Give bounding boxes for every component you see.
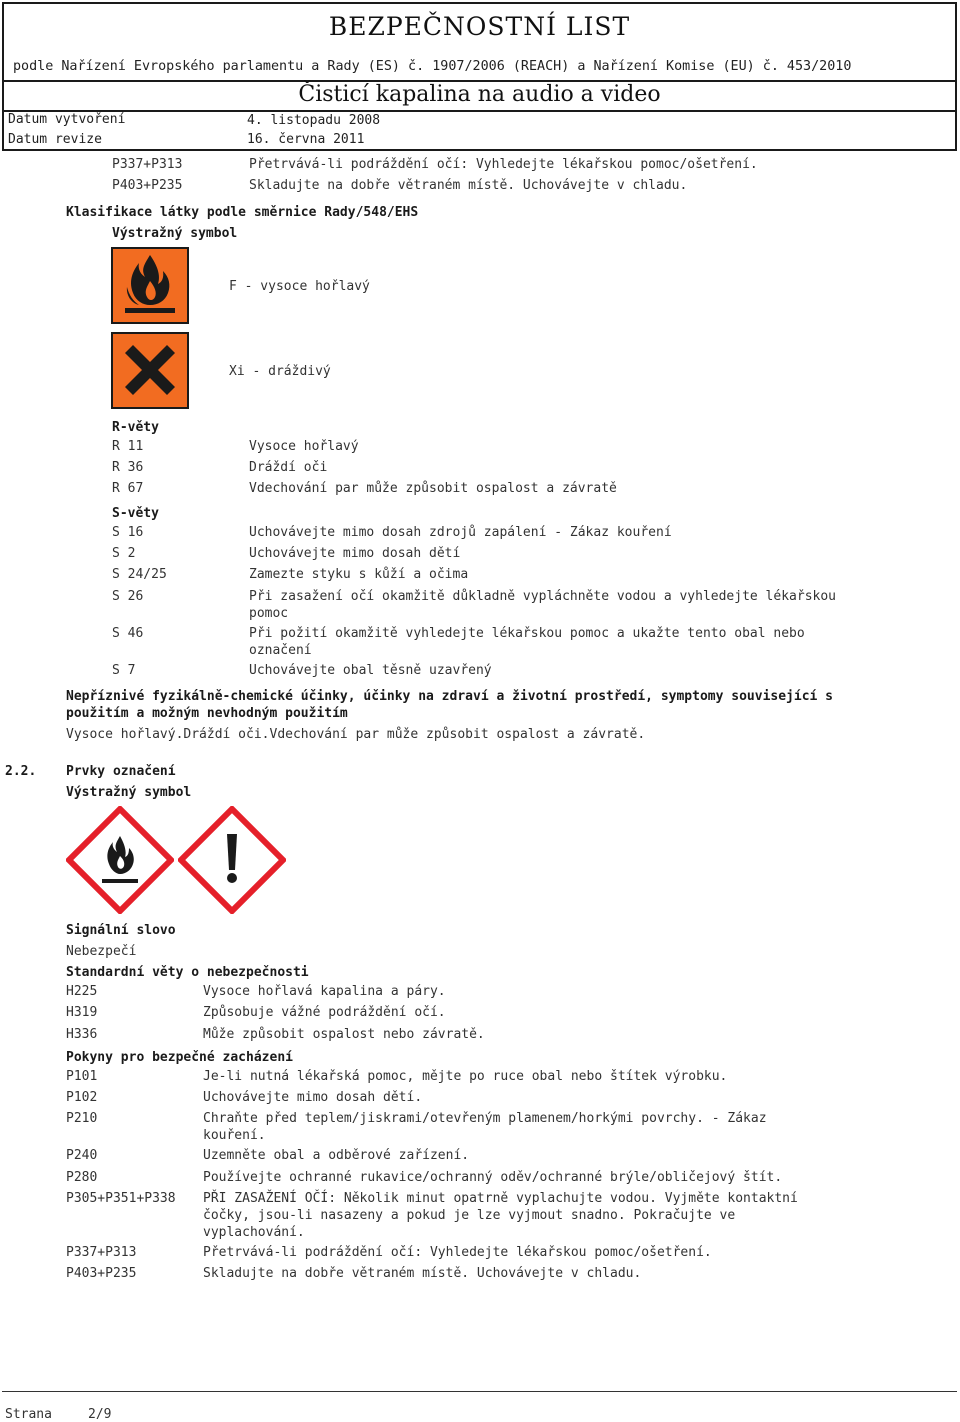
signal-word: Nebezpečí bbox=[66, 944, 137, 959]
s-text: Uchovávejte mimo dosah dětí bbox=[249, 546, 461, 561]
p-code: P337+P313 bbox=[112, 157, 183, 172]
document-title: BEZPEČNOSTNÍ LIST bbox=[328, 12, 631, 41]
r-code: R 11 bbox=[112, 439, 144, 454]
document-header bbox=[2, 2, 957, 151]
p-code: P305+P351+P338 bbox=[66, 1191, 176, 1206]
h-text: Vysoce hořlavá kapalina a páry. bbox=[203, 984, 446, 999]
precautionary-heading: Pokyny pro bezpečné zacházení bbox=[66, 1050, 293, 1065]
p-text: Přetrvává-li podráždění očí: Vyhledejte lékařskou pomoc/ošetření. bbox=[203, 1245, 712, 1260]
adverse-effects-text: Vysoce hořlavý.Dráždí oči.Vdechování par může způsobit ospalost a závratě. bbox=[66, 727, 646, 742]
h-text: Může způsobit ospalost nebo závratě. bbox=[203, 1027, 485, 1042]
created-label: Datum vytvoření bbox=[8, 112, 126, 127]
r-code: R 36 bbox=[112, 460, 144, 475]
p-code: P337+P313 bbox=[66, 1245, 137, 1260]
p-code: P280 bbox=[66, 1170, 98, 1185]
h-code: H336 bbox=[66, 1027, 98, 1042]
p-code: P210 bbox=[66, 1111, 98, 1126]
s-text: Při požití okamžitě vyhledejte lékařskou pomoc a ukažte tento obal nebo bbox=[249, 626, 805, 641]
signal-word-heading: Signální slovo bbox=[66, 923, 176, 938]
p-text: Skladujte na dobře větraném místě. Uchovávejte v chladu. bbox=[249, 178, 688, 193]
cross-icon bbox=[111, 332, 189, 409]
s-text-continued: pomoc bbox=[249, 606, 289, 621]
s-heading: S-věty bbox=[112, 506, 159, 521]
r-text: Vysoce hořlavý bbox=[249, 439, 359, 454]
created-value: 4. listopadu 2008 bbox=[247, 113, 381, 128]
classification-heading: Klasifikace látky podle směrnice Rady/548/EHS bbox=[66, 205, 419, 220]
ghs-exclamation-icon bbox=[178, 806, 286, 914]
p-text: Skladujte na dobře větraném místě. Uchovávejte v chladu. bbox=[203, 1266, 642, 1281]
p-code: P403+P235 bbox=[66, 1266, 137, 1281]
p-text: Chraňte před teplem/jiskrami/otevřeným plamenem/horkými povrchy. - Zákaz bbox=[203, 1111, 767, 1126]
revised-value: 16. června 2011 bbox=[247, 132, 365, 147]
header-divider bbox=[4, 110, 955, 112]
p-text-continued: čočky, jsou-li nasazeny a pokud je lze vyjmout snadno. Pokračujte ve bbox=[203, 1208, 736, 1223]
s-text: Zamezte styku s kůží a očima bbox=[249, 567, 469, 582]
product-name: Čisticí kapalina na audio a video bbox=[298, 82, 661, 107]
h-code: H319 bbox=[66, 1005, 98, 1020]
page-label: Strana bbox=[5, 1407, 52, 1422]
adverse-effects-heading-continued: použitím a možným nevhodným použitím bbox=[66, 706, 348, 721]
p-code: P240 bbox=[66, 1148, 98, 1163]
ghs-flame-icon bbox=[66, 806, 174, 914]
adverse-effects-heading: Nepříznivé fyzikálně-chemické účinky, účinky na zdraví a životní prostředí, symptomy související s bbox=[66, 689, 834, 704]
p-text-continued: kouření. bbox=[203, 1128, 266, 1143]
section-number: 2.2. bbox=[5, 764, 37, 779]
s-text: Při zasažení očí okamžitě důkladně vypláchněte vodou a vyhledejte lékařskou bbox=[249, 589, 836, 604]
s-text: Uchovávejte obal těsně uzavřený bbox=[249, 663, 492, 678]
h-code: H225 bbox=[66, 984, 98, 999]
regulation-line: podle Nařízení Evropského parlamentu a Rady (ES) č. 1907/2006 (REACH) a Nařízení Komise (EU) č. 453/2010 bbox=[13, 59, 852, 74]
p-text: Uzemněte obal a odběrové zařízení. bbox=[203, 1148, 470, 1163]
symbol-xi-label: Xi - dráždivý bbox=[229, 364, 331, 379]
p-code: P102 bbox=[66, 1090, 98, 1105]
flame-icon bbox=[111, 247, 189, 324]
symbol-f-label: F - vysoce hořlavý bbox=[229, 279, 370, 294]
symbol-label: Výstražný symbol bbox=[112, 226, 238, 241]
s-code: S 24/25 bbox=[112, 567, 167, 582]
s-text: Uchovávejte mimo dosah zdrojů zapálení - Zákaz kouření bbox=[249, 525, 672, 540]
p-text: Přetrvává-li podráždění očí: Vyhledejte lékařskou pomoc/ošetření. bbox=[249, 157, 758, 172]
r-text: Dráždí oči bbox=[249, 460, 328, 475]
s-code: S 26 bbox=[112, 589, 144, 604]
s-code: S 7 bbox=[112, 663, 136, 678]
p-text: PŘI ZASAŽENÍ OČÍ: Několik minut opatrně vyplachujte vodou. Vyjměte kontaktní bbox=[203, 1191, 798, 1206]
page-number: 2/9 bbox=[88, 1407, 112, 1422]
ghs-symbol-label: Výstražný symbol bbox=[66, 785, 192, 800]
p-text: Používejte ochranné rukavice/ochranný oděv/ochranné brýle/obličejový štít. bbox=[203, 1170, 783, 1185]
s-code: S 2 bbox=[112, 546, 136, 561]
hazard-statements-heading: Standardní věty o nebezpečnosti bbox=[66, 965, 309, 980]
h-text: Způsobuje vážné podráždění očí. bbox=[203, 1005, 446, 1020]
label-elements-heading: Prvky označení bbox=[66, 764, 176, 779]
revised-label: Datum revize bbox=[8, 132, 102, 147]
p-code: P403+P235 bbox=[112, 178, 183, 193]
s-text-continued: označení bbox=[249, 643, 312, 658]
footer-divider bbox=[2, 1391, 957, 1392]
p-text: Je-li nutná lékařská pomoc, mějte po ruce obal nebo štítek výrobku. bbox=[203, 1069, 728, 1084]
r-text: Vdechování par může způsobit ospalost a závratě bbox=[249, 481, 617, 496]
s-code: S 46 bbox=[112, 626, 144, 641]
r-heading: R-věty bbox=[112, 420, 159, 435]
p-code: P101 bbox=[66, 1069, 98, 1084]
p-text: Uchovávejte mimo dosah dětí. bbox=[203, 1090, 423, 1105]
r-code: R 67 bbox=[112, 481, 144, 496]
s-code: S 16 bbox=[112, 525, 144, 540]
p-text-continued: vyplachování. bbox=[203, 1225, 305, 1240]
